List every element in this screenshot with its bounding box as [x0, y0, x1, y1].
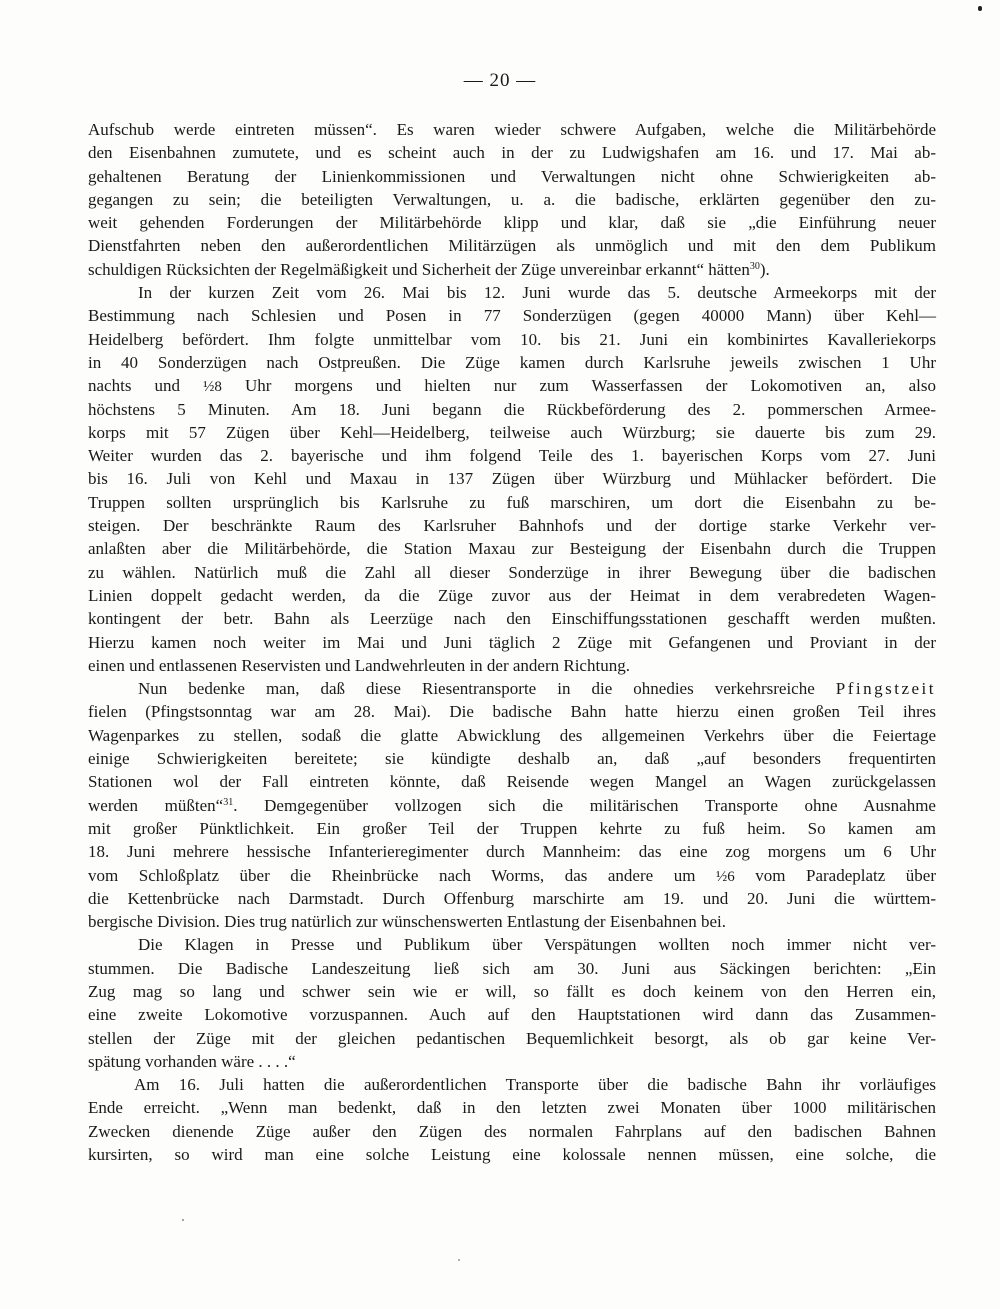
- text-line: Die Klagen in Presse und Publikum über Verspätungen wollten noch immer nicht ver-: [138, 935, 936, 955]
- footnote-ref: 30: [749, 260, 760, 272]
- text-line: Hierzu kamen noch weiter im Mai und Juni täglich 2 Züge mit Gefangenen und Proviant in der: [88, 632, 936, 652]
- paper-speck: [458, 1259, 460, 1261]
- text-line: bergische Division. Dies trug natürlich zur wünschenswerten Entlastung der Eisenbahnen bei.: [88, 912, 726, 932]
- text-line: stummen. Die Badische Landeszeitung ließ sich am 30. Juni aus Säckingen berichten: „Ein: [88, 958, 936, 978]
- text-line: Truppen sollten ursprünglich bis Karlsruhe zu fuß marschiren, um dort die Eisenbahn zu be-: [88, 492, 936, 512]
- fraction: ½6: [715, 868, 735, 885]
- text-line: in 40 Sonderzügen nach Ostpreußen. Die Züge kamen durch Karlsruhe jeweils zwischen 1 Uhr: [88, 352, 936, 372]
- text-line: Bestimmung nach Schlesien und Posen in 77 Sonderzügen (gegen 40000 Mann) über Kehl—: [88, 306, 936, 326]
- text-line: einige Schwierigkeiten bereitete; sie kündigte deshalb an, daß „auf besonders frequentirten: [88, 749, 936, 769]
- text-line: zu wählen. Natürlich muß die Zahl all dieser Sonderzüge in ihrer Bewegung über die badischen: [88, 562, 936, 582]
- fraction: ½8: [203, 379, 222, 396]
- text-line: vom Schloßplatz über die Rheinbrücke nach Worms, das andere um ½6 vom Paradeplatz über: [88, 865, 937, 885]
- text-line: die Kettenbrücke nach Darmstadt. Durch Offenburg marschirte am 19. und 20. Juni die württem-: [88, 888, 936, 908]
- text-line: Nun bedenke man, daß diese Riesentransporte in die ohnedies verkehrsreiche Pfingstzeit: [138, 679, 936, 699]
- text-line: kontingent der betr. Bahn als Leerzüge nach den Einschiffungsstationen geschafft werden mußten.: [88, 609, 936, 629]
- body-text: [88, 118, 936, 1166]
- emphasis-spaced: Pfingstzeit: [835, 679, 936, 699]
- text-line: spätung vorhanden wäre . . . .“: [88, 1051, 296, 1071]
- text-line: Aufschub werde eintreten müssen“. Es waren wieder schwere Aufgaben, welche die Militärbehörde: [88, 120, 936, 139]
- text-line: Linien doppelt gedacht werden, da die Züge zuvor aus der Heimat in dem verabredeten Wagen-: [88, 585, 936, 605]
- text-line: werden müßten“$^{31}$. Demgegenüber vollzogen sich die militärischen Transporte ohne Ausnahme: [88, 795, 936, 815]
- text-line: eine zweite Lokomotive vorzuspannen. Auch auf den Hauptstationen wird dann das Zusammen-: [88, 1005, 936, 1025]
- text-line: Wagenparkes zu stellen, sodaß die glatte Abwicklung des allgemeinen Verkehrs über die Feiertage: [88, 725, 936, 745]
- text-line: In der kurzen Zeit vom 26. Mai bis 12. Juni wurde das 5. deutsche Armeekorps mit der: [138, 283, 936, 303]
- text-line: höchstens 5 Minuten. Am 18. Juni begann die Rückbeförderung des 2. pommerschen Armee-: [88, 399, 936, 419]
- text-line: anlaßten aber die Militärbehörde, die Station Maxau zur Besteigung der Eisenbahn durch die Truppen: [88, 539, 936, 559]
- text-line: Weiter wurden das 2. bayerische und ihm folgend Teile des 1. bayerischen Korps vom 27. Juni: [88, 446, 936, 466]
- page-number: — 20 —: [463, 70, 537, 91]
- paper-speck: [182, 1219, 184, 1221]
- text-line: 18. Juni mehrere hessische Infanterieregimenter durch Mannheim: das eine zog morgens um 6 Uhr: [88, 842, 936, 862]
- text-line: fielen (Pfingstsonntag war am 28. Mai). Die badische Bahn hatte hierzu einen großen Teil ihres: [88, 702, 936, 722]
- text-line: steigen. Der beschränkte Raum des Karlsruher Bahnhofs und der dortige starke Verkehr ver-: [88, 516, 936, 536]
- footnote-ref: 31: [223, 796, 234, 808]
- text-line: mit großer Pünktlichkeit. Ein großer Teil der Truppen kehrte zu fuß heim. So kamen am: [88, 818, 936, 838]
- text-line: Stationen wol der Fall eintreten könnte, daß Reisende wegen Mangel an Wagen zurückgelassen: [88, 772, 936, 792]
- text-line: Ende erreicht. „Wenn man bedenkt, daß in den letzten zwei Monaten über 1000 militärischen: [88, 1098, 936, 1118]
- text-line: weit gehenden Forderungen der Militärbehörde klipp und klar, daß sie „die Einführung neuer: [88, 213, 936, 233]
- text-line: kursirten, so wird man eine solche Leistung eine kolossale nennen müssen, eine solche, die: [88, 1145, 936, 1165]
- text-line: korps mit 57 Zügen über Kehl—Heidelberg, teilweise auch Würzburg; sie dauerte bis zum 29.: [88, 422, 936, 442]
- text-line: den Eisenbahnen zumutete, und es scheint auch in der zu Ludwigshafen am 16. und 17. Mai ab-: [88, 143, 936, 163]
- text-line: stellen der Züge mit der gleichen pedantischen Bequemlichkeit besorgt, als ob gar keine Ver-: [88, 1028, 936, 1048]
- text-line: Am 16. Juli hatten die außerordentlichen Transporte über die badische Bahn ihr vorläufiges: [134, 1075, 936, 1095]
- text-line: Zug mag so lang und schwer sein wie er will, so fällt es doch keinem von den Herren ein,: [88, 981, 936, 1001]
- text-line: gehaltenen Beratung der Linienkommissionen und Verwaltungen nicht ohne Schwierigkeiten ab-: [88, 166, 936, 186]
- text-line: bis 16. Juli von Kehl und Maxau in 137 Zügen über Würzburg und Mühlacker befördert. Die: [88, 469, 936, 489]
- text-line: gegangen zu sein; die beteiligten Verwaltungen, u. a. die badische, erklärten gegenüber den zu-: [88, 189, 936, 209]
- text-line: nachts und ½8 Uhr morgens und hielten nur zum Wasserfassen der Lokomotiven an, also: [88, 376, 936, 396]
- text-line: Heidelberg befördert. Ihm folgte unmittelbar vom 10. bis 21. Juni ein kombinirtes Kavalleriekorps: [88, 329, 936, 349]
- text-line: einen und entlassenen Reservisten und Landwehrleuten in der andern Richtung.: [88, 655, 630, 675]
- text-line: Dienstfahrten neben den außerordentlichen Militärzügen als unmöglich und mit den dem Publikum: [88, 236, 936, 256]
- text-line: schuldigen Rücksichten der Regelmäßigkeit und Sicherheit der Züge unvereinbar erkannt“ hätten$^{30}$).: [88, 259, 770, 279]
- text-line: Zwecken dienende Züge außer den Zügen des normalen Fahrplans auf den badischen Bahnen: [88, 1121, 936, 1141]
- margin-mark: [978, 6, 982, 11]
